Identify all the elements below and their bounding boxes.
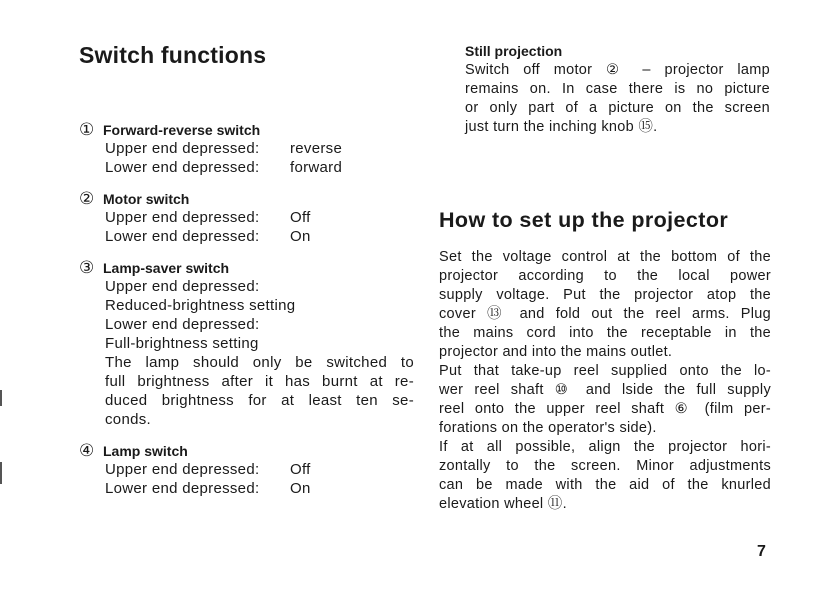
text-line: supply voltage. Put the projector atop the xyxy=(439,287,771,303)
text-line: Upper end depressed: xyxy=(105,278,260,295)
switch-functions-title: Switch functions xyxy=(79,42,267,68)
text-line: elevation wheel ⑪. xyxy=(439,496,567,512)
row-label: Lower end depressed: xyxy=(105,159,260,176)
section-lamp-saver xyxy=(79,258,414,429)
text-line: zontally to the screen. Minor adjustments xyxy=(439,458,771,474)
text-line: wer reel shaft ⑩ and lside the full supply xyxy=(439,382,771,398)
section-lamp xyxy=(79,441,414,498)
text-line: Switch off motor ② – projector lamp xyxy=(465,62,770,78)
row-label: Upper end depressed: xyxy=(105,140,260,157)
setup-block xyxy=(439,248,771,514)
section-motor xyxy=(79,189,414,246)
text-line: Set the voltage control at the bottom of the xyxy=(439,249,771,265)
row-value: forward xyxy=(290,159,343,176)
binding-mark xyxy=(0,390,2,406)
switch-row xyxy=(105,460,414,479)
switch-row xyxy=(105,227,414,246)
text-line: reel onto the upper reel shaft ⑥ (film per- xyxy=(439,401,771,417)
section-title: Lamp-saver switch xyxy=(103,259,230,276)
note-line: The lamp should only be switched to xyxy=(105,354,414,371)
section-number: ③ xyxy=(79,258,95,277)
switch-row xyxy=(105,158,414,177)
binding-mark xyxy=(0,462,2,484)
switch-row xyxy=(105,139,414,158)
setup-title: How to set up the projector xyxy=(439,208,729,232)
text-line: remains on. In case there is no picture xyxy=(465,81,770,97)
text-line: Reduced-brightness setting xyxy=(105,297,296,314)
still-projection-title: Still projection xyxy=(465,43,563,59)
text-line: cover ⑬ and fold out the reel arms. Plug xyxy=(439,306,771,322)
section-number: ② xyxy=(79,189,95,208)
text-line: or only part of a picture on the screen xyxy=(465,100,770,116)
switch-row xyxy=(105,479,414,498)
text-line: the mains cord into the receptable in the xyxy=(439,325,771,341)
switch-list xyxy=(79,120,414,498)
page-number: 7 xyxy=(757,543,766,560)
text-line: just turn the inching knob ⑮. xyxy=(465,119,658,135)
text-line: Full-brightness setting xyxy=(105,335,259,352)
row-value: reverse xyxy=(290,140,343,157)
section-title: Lamp switch xyxy=(103,442,188,459)
section-number: ④ xyxy=(79,441,95,460)
row-value: On xyxy=(290,480,311,497)
text-line: projector according to the local power xyxy=(439,268,771,284)
text-line: projector and into the mains outlet. xyxy=(439,344,673,360)
text-line: Put that take-up reel supplied onto the lo- xyxy=(439,363,771,379)
row-label: Upper end depressed: xyxy=(105,461,260,478)
text-line: Lower end depressed: xyxy=(105,316,260,333)
text-line: If at all possible, align the projector hori- xyxy=(439,439,771,455)
text-line: forations on the operator's side). xyxy=(439,420,657,436)
switch-row xyxy=(105,208,414,227)
row-value: Off xyxy=(290,209,311,226)
section-title: Motor switch xyxy=(103,190,190,207)
note-line: duced brightness for at least ten se- xyxy=(105,392,414,409)
row-value: On xyxy=(290,228,311,245)
row-label: Lower end depressed: xyxy=(105,480,260,497)
section-forward-reverse xyxy=(79,120,414,177)
note-line: conds. xyxy=(105,411,151,428)
text-line: can be made with the aid of the knurled xyxy=(439,477,771,493)
row-label: Lower end depressed: xyxy=(105,228,260,245)
section-number: ① xyxy=(79,120,95,139)
note-line: full brightness after it has burnt at re- xyxy=(105,373,414,390)
section-title: Forward-reverse switch xyxy=(103,121,261,138)
row-value: Off xyxy=(290,461,311,478)
row-label: Upper end depressed: xyxy=(105,209,260,226)
still-projection-block xyxy=(465,42,770,137)
